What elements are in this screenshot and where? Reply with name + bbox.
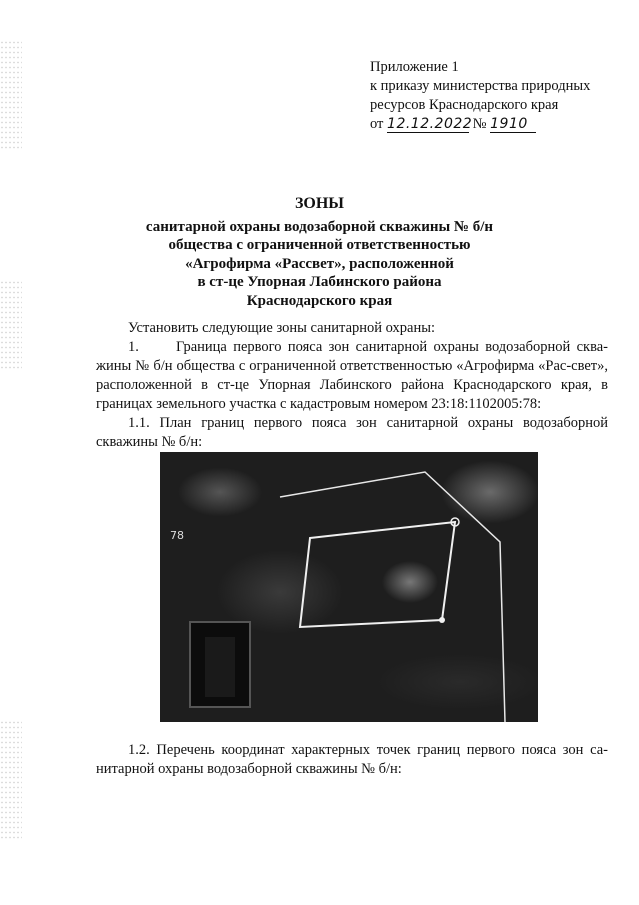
item-1-number: 1. [128, 339, 139, 355]
item-1-paragraph [96, 338, 608, 414]
document-title [0, 195, 639, 310]
document-body [96, 319, 608, 452]
date-prefix: от [370, 116, 384, 132]
number-sign: № [472, 116, 487, 132]
appendix-line-2: к приказу министерства природных [370, 78, 591, 94]
item-1-text: Граница первого пояса зон санитарной охраны водозаборной сква-жины № б/н общества с ограниченной ответственностью «Агрофирма «Рас-свет», расположенной в ст-це Упорная Лабинского района Краснодарского края, в границах земельного участка с кадастровым номером 23:18:1102005:78: [96, 339, 608, 412]
title-line-2: общества с ограниченной ответственностью [168, 237, 471, 253]
appendix-line-1: Приложение 1 [370, 59, 459, 75]
parcel-label: 78 [170, 529, 184, 542]
document-body-continued [96, 741, 608, 779]
boundary-point [439, 617, 445, 623]
appendix-line-3: ресурсов Краснодарского края [370, 97, 559, 113]
item-1-1-paragraph: 1.1. План границ первого пояса зон санитарной охраны водозаборной скважины № б/н: [96, 415, 608, 450]
date-value: 12.12.2022 [387, 116, 473, 132]
appendix-header [370, 58, 590, 134]
sanitary-zone-boundary [300, 522, 455, 627]
title-line-4: в ст-це Упорная Лабинского района [197, 274, 442, 290]
title-heading: ЗОНЫ [294, 195, 345, 212]
building-roof [205, 637, 235, 697]
scan-noise [0, 720, 22, 840]
satellite-plan-image [160, 452, 538, 722]
title-line-3: «Агрофирма «Рассвет», расположенной [185, 255, 454, 272]
title-line-1: санитарной охраны водозаборной скважины № б/н [145, 218, 494, 235]
order-number: 1910 [490, 117, 536, 133]
appendix-date-line [370, 115, 590, 134]
scan-noise [0, 40, 22, 150]
boundary-overlay [160, 452, 538, 722]
item-1-2-paragraph: 1.2. Перечень координат характерных точек границ первого пояса зон са-нитарной охраны водозаборной скважины № б/н: [96, 742, 608, 777]
intro-paragraph: Установить следующие зоны санитарной охраны: [128, 320, 435, 336]
parcel-boundary-line [280, 472, 505, 722]
title-line-5: Краснодарского края [246, 292, 393, 309]
